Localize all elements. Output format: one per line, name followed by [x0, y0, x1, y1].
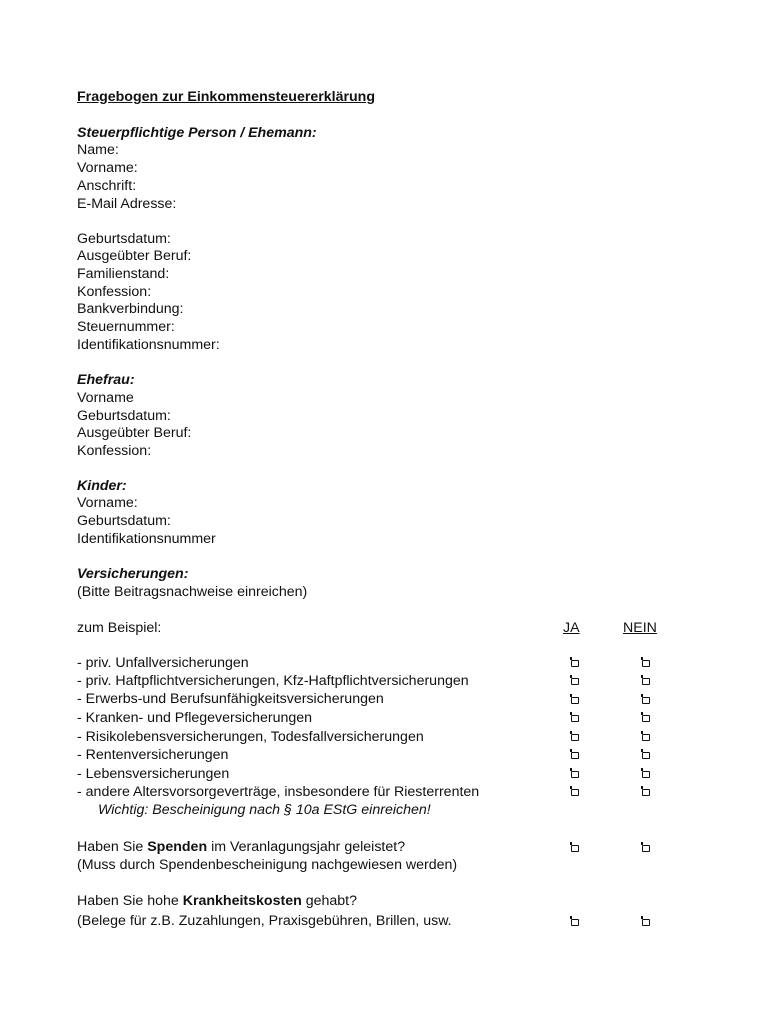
checkbox-no-krankheitskosten[interactable]: [642, 919, 650, 926]
field-label: Identifikationsnummer:: [77, 337, 220, 353]
insurance-item: - Lebensversicherungen: [77, 766, 230, 782]
field-label: Vorname:: [77, 160, 138, 176]
field-label: Geburtsdatum:: [77, 408, 171, 424]
field-label: Identifikationsnummer: [77, 531, 216, 547]
field-label: Ausgeübter Beruf:: [77, 425, 192, 441]
insurance-heading: Versicherungen:: [77, 566, 189, 582]
document-title: Fragebogen zur Einkommensteuererklärung: [77, 89, 376, 105]
insurance-item: - Erwerbs-und Berufsunfähigkeitsversicherungen: [77, 691, 384, 707]
field-label: Geburtsdatum:: [77, 231, 171, 247]
field-label: E-Mail Adresse:: [77, 196, 177, 212]
insurance-item: - priv. Unfallversicherungen: [77, 655, 249, 671]
checkbox-no-leben[interactable]: [642, 771, 650, 778]
checkbox-no-berufsunfaehigkeit[interactable]: [642, 697, 650, 704]
field-label: Name:: [77, 142, 119, 158]
field-label: Konfession:: [77, 284, 152, 300]
checkbox-yes-risikoleben[interactable]: [571, 734, 579, 741]
column-header-no: NEIN: [623, 620, 657, 636]
medical-note: (Belege für z.B. Zuzahlungen, Praxisgebühren, Brillen, usw.: [77, 913, 452, 929]
checkbox-no-unfall[interactable]: [642, 660, 650, 667]
field-label: Vorname: [77, 390, 134, 406]
wife-heading: Ehefrau:: [77, 372, 135, 388]
checkbox-yes-kranken[interactable]: [571, 715, 579, 722]
field-label: Anschrift:: [77, 178, 137, 194]
checkbox-yes-altersvorsorge[interactable]: [571, 789, 579, 796]
donations-note: (Muss durch Spendenbescheinigung nachgewiesen werden): [77, 857, 458, 873]
field-label: Familienstand:: [77, 266, 170, 282]
field-label: Vorname:: [77, 495, 138, 511]
checkbox-yes-krankheitskosten[interactable]: [571, 919, 579, 926]
taxpayer-heading: Steuerpflichtige Person / Ehemann:: [77, 125, 317, 141]
checkbox-no-altersvorsorge[interactable]: [642, 789, 650, 796]
field-label: Konfession:: [77, 443, 152, 459]
checkbox-no-haftpflicht[interactable]: [642, 678, 650, 685]
insurance-item: - priv. Haftpflichtversicherungen, Kfz-Haftpflichtversicherungen: [77, 673, 469, 689]
field-label: Steuernummer:: [77, 319, 175, 335]
checkbox-yes-spenden[interactable]: [571, 845, 579, 852]
checkbox-yes-rente[interactable]: [571, 752, 579, 759]
insurance-item: - Risikolebensversicherungen, Todesfallversicherungen: [77, 729, 424, 745]
field-label: Geburtsdatum:: [77, 513, 171, 529]
field-label: Ausgeübter Beruf:: [77, 248, 192, 264]
checkbox-yes-haftpflicht[interactable]: [571, 678, 579, 685]
children-heading: Kinder:: [77, 478, 127, 494]
checkbox-no-kranken[interactable]: [642, 715, 650, 722]
insurance-item: - Rentenversicherungen: [77, 747, 229, 763]
checkbox-no-risikoleben[interactable]: [642, 734, 650, 741]
checkbox-yes-unfall[interactable]: [571, 660, 579, 667]
checkbox-no-rente[interactable]: [642, 752, 650, 759]
column-header-yes: JA: [563, 620, 580, 636]
insurance-item: - Kranken- und Pflegeversicherungen: [77, 710, 313, 726]
insurance-note: Wichtig: Bescheinigung nach § 10a EStG einreichen!: [98, 802, 431, 818]
donations-question: Haben Sie Spenden im Veranlagungsjahr geleistet?: [77, 839, 406, 855]
medical-question: Haben Sie hohe Krankheitskosten gehabt?: [77, 893, 357, 909]
checkbox-no-spenden[interactable]: [642, 845, 650, 852]
insurance-subheading: (Bitte Beitragsnachweise einreichen): [77, 584, 308, 600]
example-label: zum Beispiel:: [77, 620, 162, 636]
checkbox-yes-leben[interactable]: [571, 771, 579, 778]
field-label: Bankverbindung:: [77, 301, 184, 317]
insurance-item: - andere Altersvorsorgeverträge, insbesondere für Riesterrenten: [77, 784, 480, 800]
checkbox-yes-berufsunfaehigkeit[interactable]: [571, 697, 579, 704]
